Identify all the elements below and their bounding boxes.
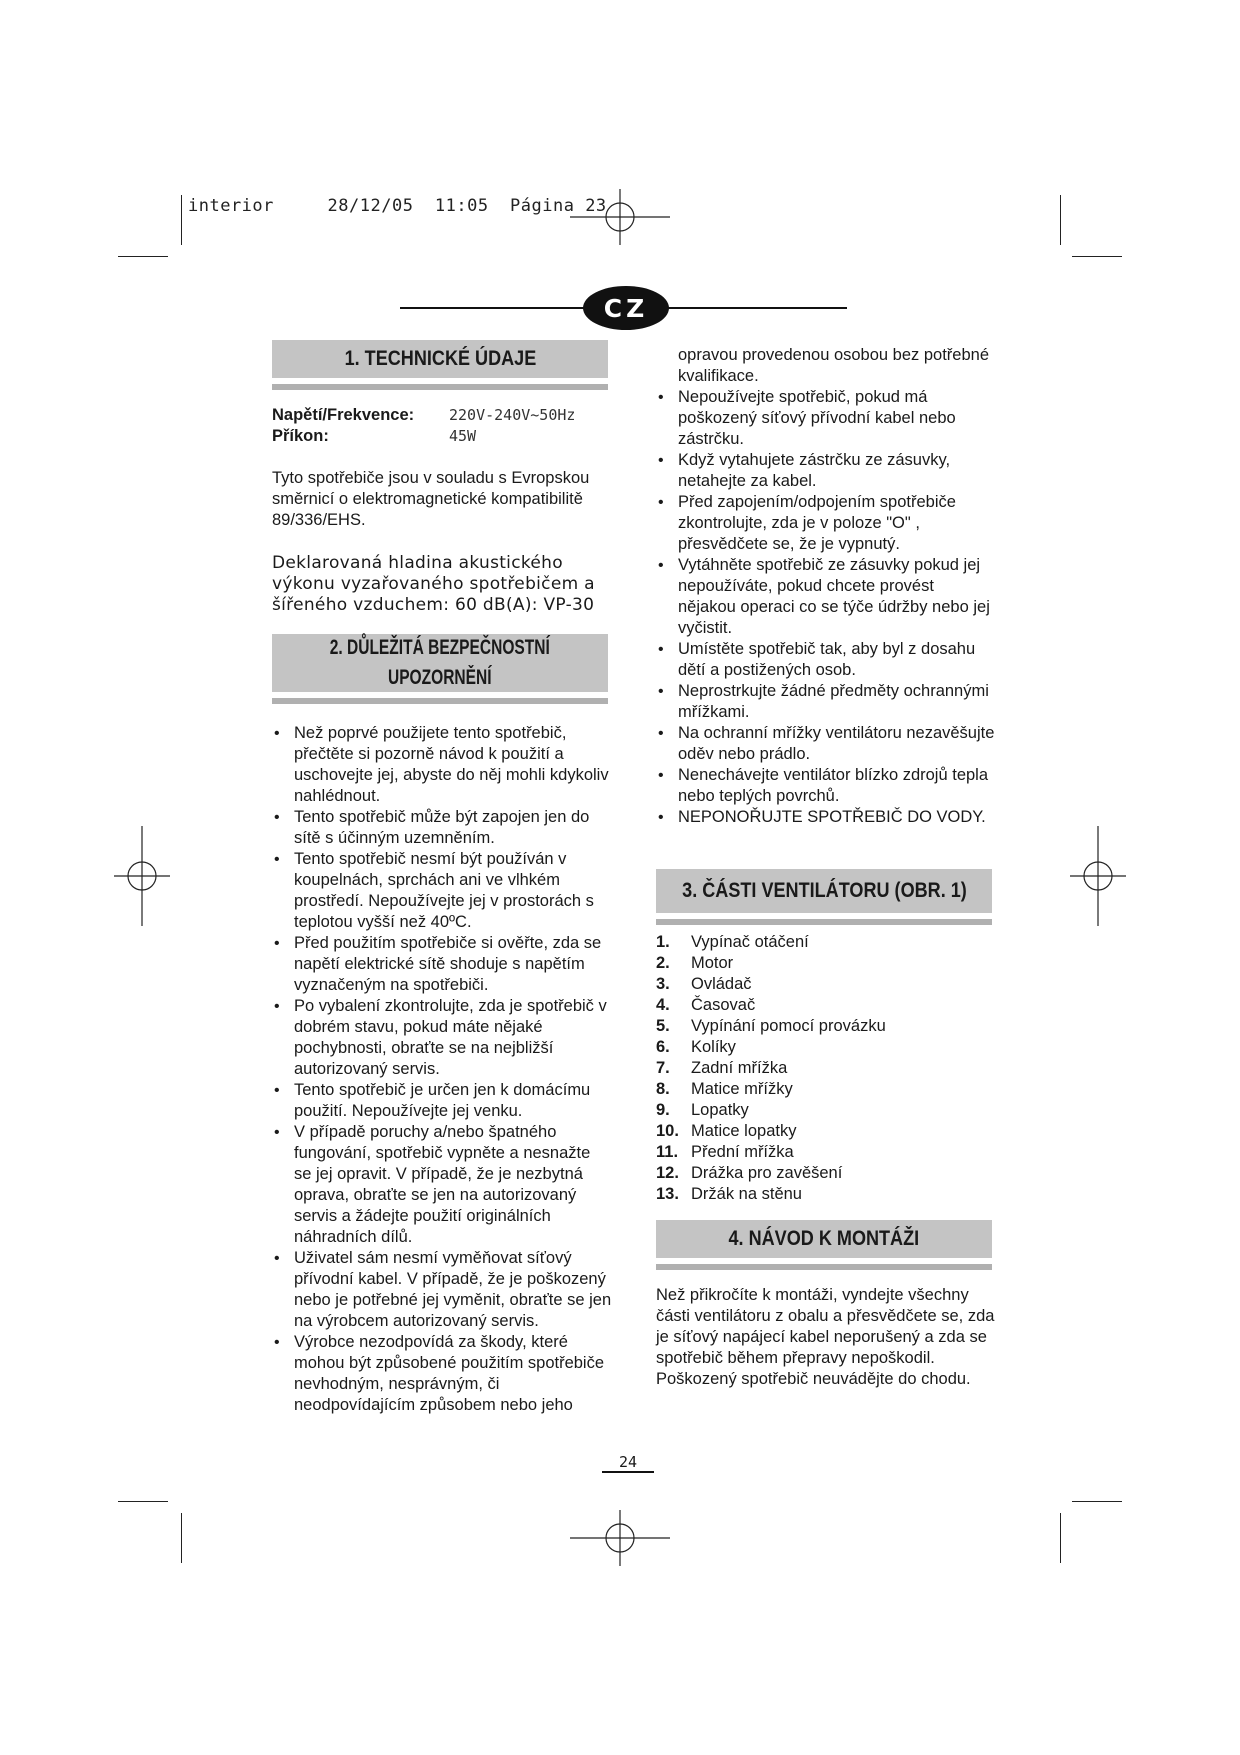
part-number: 5. xyxy=(656,1017,670,1035)
part-number: 6. xyxy=(656,1038,670,1056)
registration-mark-icon xyxy=(1048,826,1148,926)
assembly-text: Než přikročíte k montáži, vyndejte všechny části ventilátoru z obalu a přesvědčete se, zda je síťový napájecí kabel neporušený a zda se spotřebič během přepravy nepoškodil. Poškozený spotřebič neuváděјte do chodu. xyxy=(656,1286,995,1388)
list-item xyxy=(656,953,996,974)
power-label: Příkon: xyxy=(272,427,329,445)
list-item: • Tento spotřebič nesmí být používán v koupelnách, sprchách ani ve vlhkém prostředí. Nepoužívejte jej v prostorách s teplotou vyšší než 40ºC. xyxy=(272,849,612,933)
list-item: • Na ochranní mřížky ventilátoru nezavěšujte oděv nebo prádlo. xyxy=(656,723,996,765)
compliance-text: Tyto spotřebiče jsou v souladu s Evropskou směrnicí o elektromagnetické kompatibilitě 89/336/EHS. xyxy=(272,469,590,529)
safety-list-left xyxy=(272,723,612,1416)
registration-mark-icon xyxy=(92,826,192,926)
crop-mark xyxy=(118,1501,168,1502)
part-number: 8. xyxy=(656,1080,670,1098)
part-number: 10. xyxy=(656,1122,679,1140)
crop-mark xyxy=(1072,1501,1122,1502)
crop-mark xyxy=(181,195,182,245)
part-label: Motor xyxy=(691,954,734,972)
list-item xyxy=(656,1037,996,1058)
part-label: Přední mřížka xyxy=(691,1143,794,1161)
list-item: • Nenechávejte ventilátor blízko zdrojů tepla nebo teplých povrchů. xyxy=(656,765,996,807)
part-number: 1. xyxy=(656,933,670,951)
part-number: 12. xyxy=(656,1164,679,1182)
part-label: Vypínání pomocí provázku xyxy=(691,1017,886,1035)
list-item: • NEPONOŘUJTE SPOTŘEBIČ DO VODY. xyxy=(656,807,996,828)
list-item xyxy=(656,995,996,1016)
page-number: 24 xyxy=(602,1453,654,1473)
registration-mark-icon xyxy=(570,167,670,267)
list-item: • V případě poruchy a/nebo špatného fungování, spotřebič vypněte a nesnažte se jej opravit. V případě, že je nezbytná oprava, obraťte se jen na autorizovaný servis a žádejte použití originálních náhradních dílů. xyxy=(272,1122,612,1248)
power-value: 45W xyxy=(449,427,477,445)
list-item: • Tento spotřebič je určen jen k domácímu použití. Nepoužívejte jej venku. xyxy=(272,1080,612,1122)
list-item: • Uživatel sám nesmí vyměňovat síťový přívodní kabel. V případě, že je poškozený nebo je potřebné jej vyměnit, obraťte se jen na výrobcem autorizovaný servis. xyxy=(272,1248,612,1332)
crop-mark xyxy=(181,1513,182,1563)
part-label: Vypínač otáčení xyxy=(691,933,809,951)
list-item xyxy=(656,1016,996,1037)
crop-mark xyxy=(1060,1513,1061,1563)
part-label: Ovládač xyxy=(691,975,752,993)
part-number: 9. xyxy=(656,1101,670,1119)
list-item: • Po vybalení zkontrolujte, zda je spotřebič v dobrém stavu, pokud máte nějaké pochybnosti, obraťte se na nejbližší autorizovaný servis. xyxy=(272,996,612,1080)
list-item: • Před zapojením/odpojením spotřebiče zkontrolujte, zda je v poloze "O" , přesvědčete se, že je vypnutý. xyxy=(656,492,996,555)
list-item: • Výrobce nezodpovídá za škody, které mohou být způsobené použitím spotřebiče nevhodným, nesprávným, či neodpovídajícím způsobem nebo jeho xyxy=(272,1332,612,1416)
registration-mark-icon xyxy=(570,1488,670,1588)
noise-declaration: Deklarovaná hladina akustického výkonu vyzařovaného spotřebičem a šířeného vzduchem: 60 dB(A): VP-30 xyxy=(272,553,595,615)
section-heading-technical xyxy=(272,340,608,384)
list-item: • Tento spotřebič může být zapojen jen do sítě s účinným uzemněním. xyxy=(272,807,612,849)
spec-table xyxy=(272,405,612,447)
section-heading-text: 4. NÁVOD K MONTÁŽI xyxy=(728,1227,920,1250)
section-heading-assembly xyxy=(656,1220,992,1264)
parts-list xyxy=(656,932,996,1205)
list-item xyxy=(656,1100,996,1121)
list-item: • Před použitím spotřebiče si ověřte, zda se napětí elektrické sítě shoduje s napětím vyznačeným na spotřebiči. xyxy=(272,933,612,996)
list-item xyxy=(656,974,996,995)
list-item xyxy=(656,1058,996,1079)
part-label: Držák na stěnu xyxy=(691,1185,802,1203)
list-item: • Než poprvé použijete tento spotřebič, přečtěte si pozorně návod k použití a uschovejte jej, abyste do něj mohli kdykoliv nahlédnout. xyxy=(272,723,612,807)
list-item: • Nepoužívejte spotřebič, pokud má poškozený síťový přívodní kabel nebo zástrčku. xyxy=(656,387,996,450)
crop-mark xyxy=(118,256,168,257)
section-heading-text xyxy=(312,633,568,693)
crop-mark xyxy=(1072,256,1122,257)
print-slug: interior 28/12/05 11:05 Página 23 xyxy=(188,196,607,216)
voltage-value: 220V-240V~50Hz xyxy=(449,406,576,424)
badge-rule-left xyxy=(400,307,590,309)
section-heading-safety xyxy=(272,634,608,698)
part-label: Časovač xyxy=(691,996,756,1014)
part-label: Kolíky xyxy=(691,1038,736,1056)
heading-line: UPOZORNĚNÍ xyxy=(388,666,492,689)
continuation-text xyxy=(656,345,996,828)
part-number: 4. xyxy=(656,996,670,1014)
list-item: • Neprostrkujte žádné předměty ochrannými mřížkami. xyxy=(656,681,996,723)
section-heading-text: 3. ČÁSTI VENTILÁTORU (OBR. 1) xyxy=(681,879,967,902)
part-label: Lopatky xyxy=(691,1101,749,1119)
part-label: Drážka pro zavěšení xyxy=(691,1164,843,1182)
language-badge: CZ xyxy=(583,286,669,330)
badge-rule-right xyxy=(662,307,847,309)
part-label: Matice mřížky xyxy=(691,1080,793,1098)
list-item xyxy=(656,1142,996,1163)
list-item: • Umístěte spotřebič tak, aby byl z dosahu dětí a postižených osob. xyxy=(656,639,996,681)
list-item: • Když vytahujete zástrčku ze zásuvky, netahejte za kabel. xyxy=(656,450,996,492)
heading-line: 2. DŮLEŽITÁ BEZPEČNOSTNÍ xyxy=(329,636,551,659)
part-number: 3. xyxy=(656,975,670,993)
list-item xyxy=(656,1079,996,1100)
section-heading-text: 1. TECHNICKÉ ÚDAJE xyxy=(344,347,536,370)
list-continuation: opravou provedenou osobou bez potřebné kvalifikace. xyxy=(678,346,989,385)
part-number: 7. xyxy=(656,1059,670,1077)
list-item xyxy=(656,1163,996,1184)
part-number: 2. xyxy=(656,954,670,972)
part-label: Zadní mřížka xyxy=(691,1059,788,1077)
list-item xyxy=(656,1121,996,1142)
voltage-label: Napětí/Frekvence: xyxy=(272,406,415,424)
list-item xyxy=(656,1184,996,1205)
part-number: 11. xyxy=(656,1143,679,1161)
list-item: • Vytáhněte spotřebič ze zásuvky pokud jej nepoužíváte, pokud chcete provést nějakou operaci co se týče údržby nebo jej vyčistit. xyxy=(656,555,996,639)
part-label: Matice lopatky xyxy=(691,1122,797,1140)
part-number: 13. xyxy=(656,1185,679,1203)
safety-list-right xyxy=(656,387,996,828)
section-heading-parts xyxy=(656,869,992,919)
list-item xyxy=(656,932,996,953)
crop-mark xyxy=(1060,195,1061,245)
